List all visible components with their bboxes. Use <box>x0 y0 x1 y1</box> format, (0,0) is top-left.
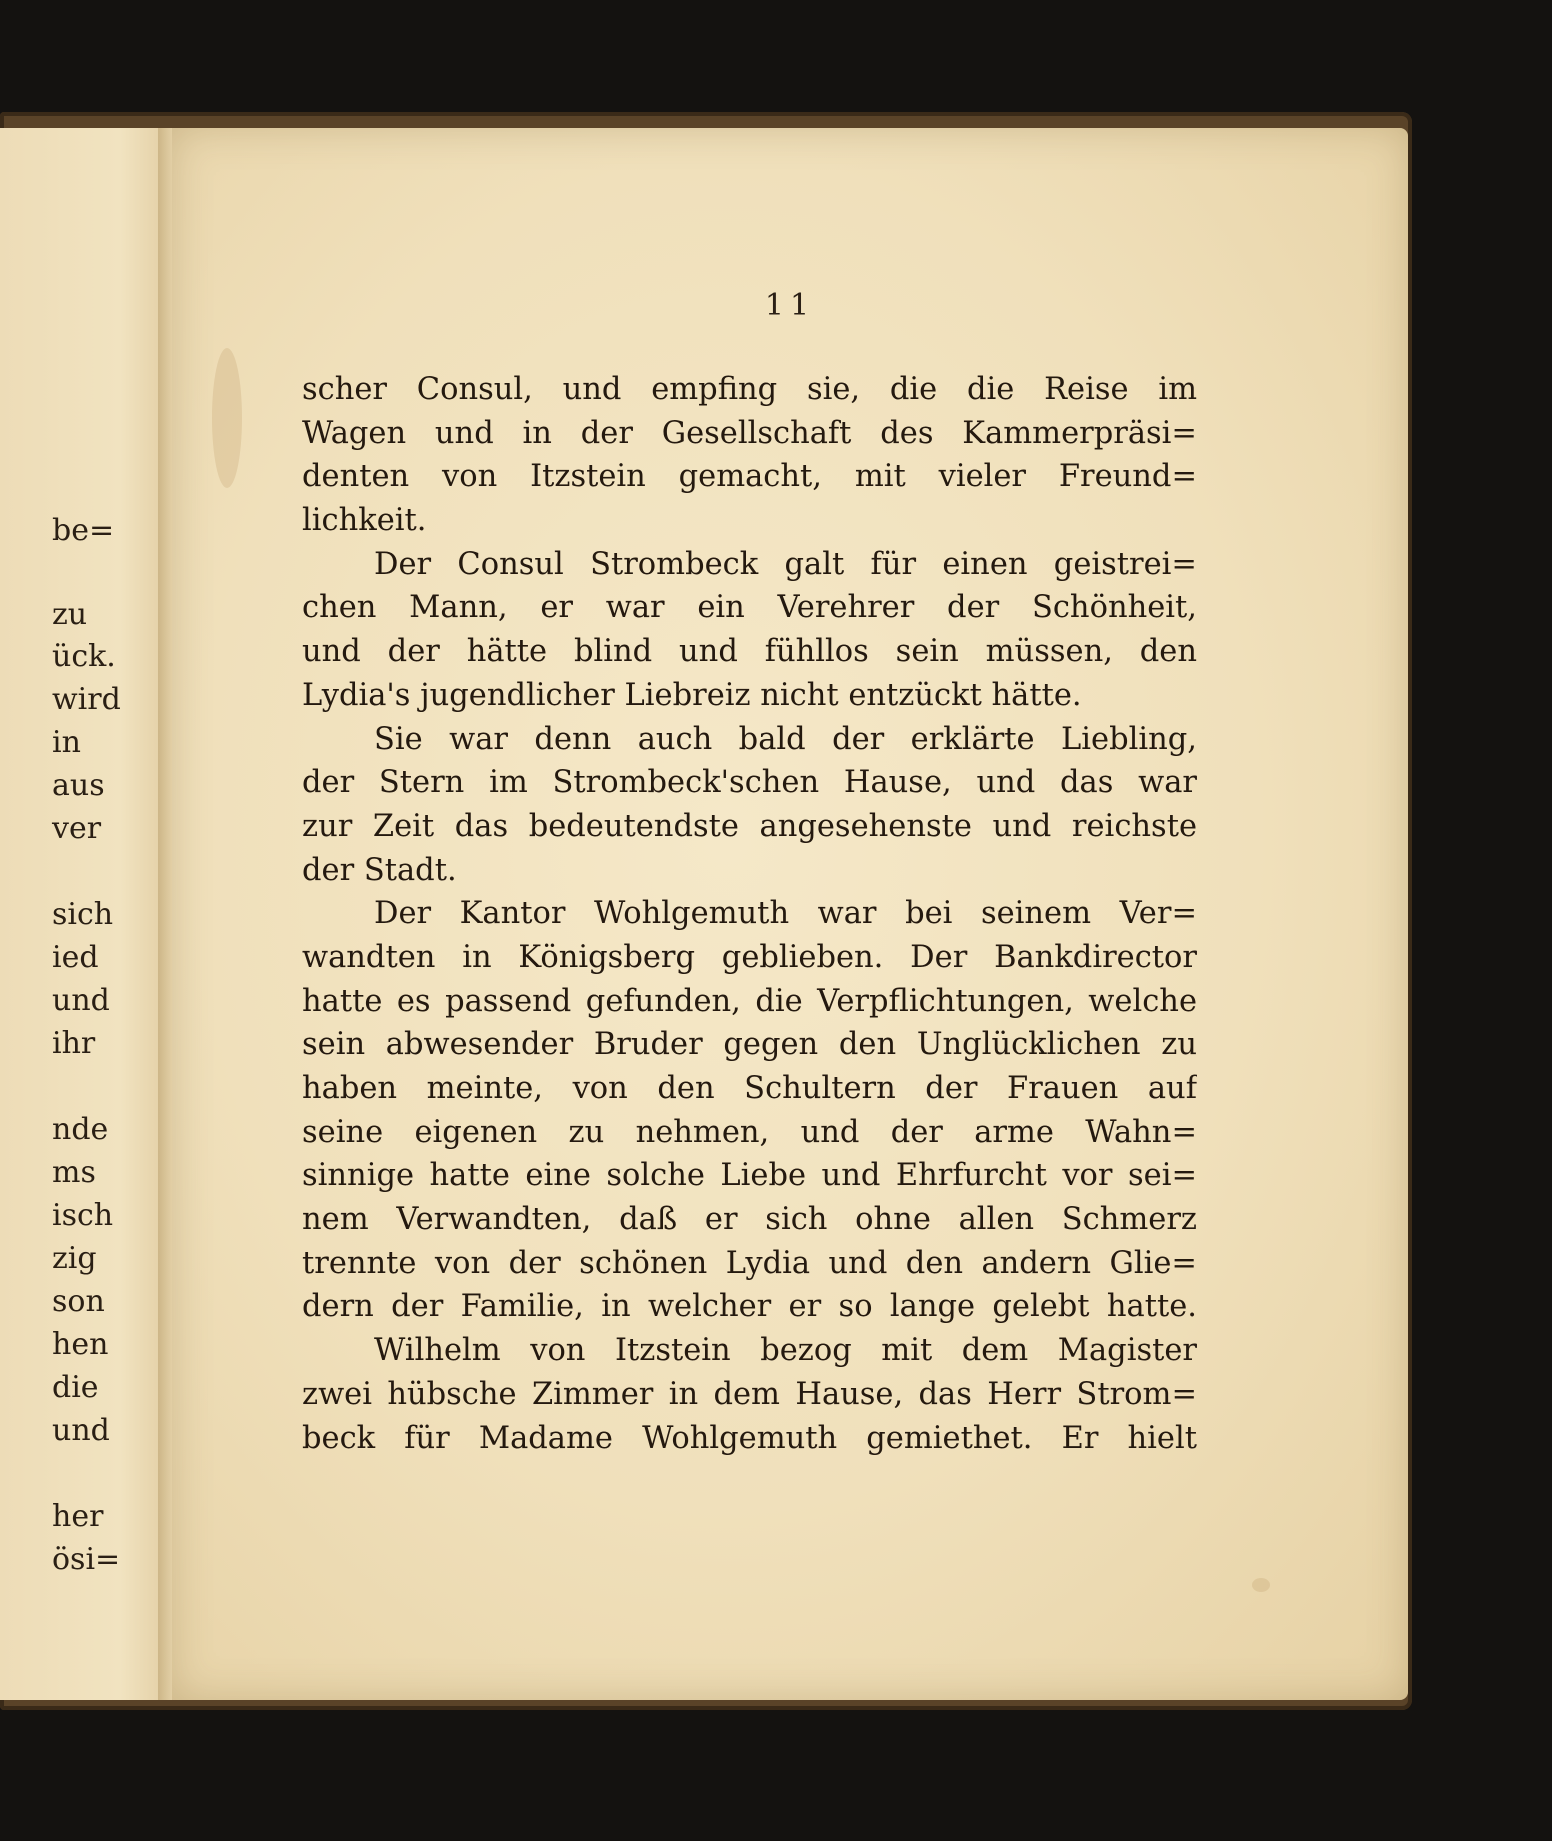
right-page <box>172 128 1408 1700</box>
left-page-fragment: ver <box>52 811 102 846</box>
text-line: Wilhelm von Itzstein bezog mit dem Magister <box>374 1333 1197 1369</box>
left-page-fragment: und <box>52 983 110 1018</box>
left-page-fragment: zig <box>52 1241 97 1276</box>
left-page-fragment: be= <box>52 513 115 548</box>
text-line: Lydia's jugendlicher Liebreiz nicht entzückt hätte. <box>302 677 1082 713</box>
text-line: chen Mann, er war ein Verehrer der Schönheit, <box>302 590 1197 626</box>
text-line: seine eigenen zu nehmen, und der arme Wahn= <box>302 1114 1197 1150</box>
text-line: und der hätte blind und fühllos sein müssen, den <box>302 634 1197 670</box>
text-line: Der Kantor Wohlgemuth war bei seinem Ver= <box>374 896 1197 932</box>
text-line: hatte es passend gefunden, die Verpflichtungen, welche <box>302 983 1197 1019</box>
text-line: Sie war denn auch bald der erklärte Liebling, <box>374 721 1197 757</box>
left-page-fragment: in <box>52 725 81 760</box>
left-page-fragment: son <box>52 1284 105 1319</box>
body-text <box>302 368 1197 1460</box>
left-page-fragment: die <box>52 1370 99 1405</box>
text-line: lichkeit. <box>302 503 427 539</box>
text-line: haben meinte, von den Schultern der Frauen auf <box>302 1071 1197 1106</box>
left-page-fragment: ösi= <box>52 1542 121 1577</box>
left-page-fragment: ied <box>52 940 99 975</box>
text-line: der Stern im Strombeck'schen Hause, und das war <box>302 765 1197 801</box>
text-line: der Stadt. <box>302 852 457 888</box>
left-page-fragment: isch <box>52 1198 114 1233</box>
left-page-fragment: zu <box>52 597 88 632</box>
text-line: scher Consul, und empfing sie, die die Reise im <box>302 372 1197 407</box>
text-line: Wagen und in der Gesellschaft des Kammerpräsi= <box>302 415 1197 451</box>
left-page <box>0 128 172 1700</box>
text-line: zwei hübsche Zimmer in dem Hause, das Herr Strom= <box>302 1376 1197 1412</box>
left-page-fragment: ihr <box>52 1026 96 1061</box>
left-page-text <box>0 128 172 1700</box>
left-page-fragment: wird <box>52 682 121 717</box>
page-number: 11 <box>764 288 816 323</box>
text-line: sinnige hatte eine solche Liebe und Ehrfurcht vor sei= <box>302 1158 1197 1194</box>
text-line: nem Verwandten, daß er sich ohne allen Schmerz <box>302 1202 1197 1238</box>
left-page-fragment: und <box>52 1413 110 1448</box>
left-page-fragment: nde <box>52 1112 109 1147</box>
text-line: dern der Familie, in welcher er so lange gelebt hatte. <box>302 1289 1197 1325</box>
text-line: sein abwesender Bruder gegen den Unglücklichen zu <box>302 1027 1197 1063</box>
left-page-fragment: her <box>52 1499 104 1534</box>
left-page-fragment: ück. <box>52 639 116 674</box>
text-line: beck für Madame Wohlgemuth gemiethet. Er hielt <box>302 1420 1197 1456</box>
paper-stain <box>1252 1578 1270 1592</box>
left-page-fragment: aus <box>52 768 105 803</box>
left-page-fragment: hen <box>52 1327 109 1362</box>
text-line: Der Consul Strombeck galt für einen geistrei= <box>374 546 1197 582</box>
text-line: denten von Itzstein gemacht, mit vieler Freund= <box>302 459 1197 495</box>
text-line: zur Zeit das bedeutendste angesehenste und reichste <box>302 808 1197 844</box>
left-page-fragment: sich <box>52 897 114 932</box>
left-page-fragment: ms <box>52 1155 96 1190</box>
text-line: trennte von der schönen Lydia und den andern Glie= <box>302 1245 1197 1281</box>
text-line: wandten in Königsberg geblieben. Der Bankdirector <box>302 939 1197 975</box>
paper-stain <box>212 348 242 488</box>
